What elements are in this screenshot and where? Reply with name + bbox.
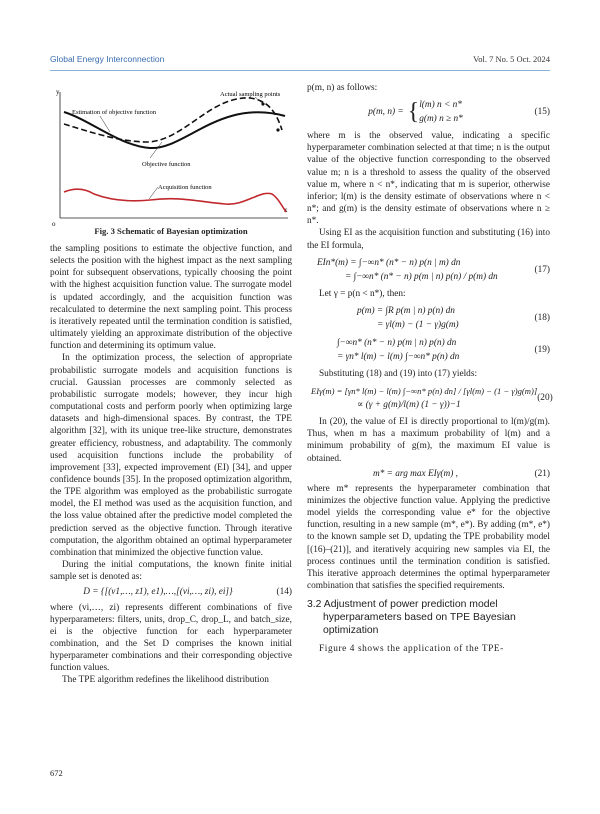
sampling-point (276, 128, 279, 131)
acquisition-pointer (149, 187, 158, 199)
paragraph: where m is the observed value, indicating a specific hyperparameter combination selected at that time; n is the output value of the objective function corresponding to the observed value m; n is a threshold to assess the quality of the observed value m, where n < n*, indicating that m is superior, otherwise inferior; l(m) is the density estimate of observations where n < n*; and g(m) is the density estimate of observations where n ≥ n*. (307, 131, 550, 227)
equation-line: ∫−∞n* (n* − n) p(m | n) p(n) dn (337, 337, 457, 348)
paragraph: Figure 4 shows the application of the TPE- (319, 644, 504, 655)
equation-20 (307, 384, 553, 412)
paragraph: the sampling positions to estimate the objective function, and selects the position with the highest impact as the next sampling point for subsequent observations, typically choosing the point with the highest acquisition function value. The surrogate model is updated accordingly, and the acquisition function was recalculated to determine the next sampling point. This process is iteratively repeated until the termination condition is satisfied, ultimately yielding an approximate distribution of the objective function and determining its optimum value. (50, 244, 292, 352)
equation-line: = γl(m) − (1 − γ)g(m) (377, 319, 459, 330)
equation-number: (18) (534, 312, 550, 323)
paragraph: Substituting (18) and (19) into (17) yields: (319, 368, 478, 379)
equation-number: (14) (276, 587, 292, 598)
acquisition-function-curve (64, 189, 286, 212)
equation-number: (21) (534, 468, 550, 479)
estimation-curve (64, 98, 282, 142)
paragraph: In (20), the value of EI is directly proportional to l(m)/g(m). Thus, when m has a maximum probability of l(m) and a minimum probability of g(m), the maximum EI value is obtained. (307, 417, 550, 464)
estimation-label: Estimation of objective function (72, 109, 156, 116)
left-column (50, 243, 292, 687)
equation-line: = γn* l(m) − l(m) ∫−∞n* p(n) dn (337, 351, 460, 362)
equation-17 (307, 256, 550, 284)
section-heading: 3.2 Adjustment of power prediction model hyperparameters based on TPE Bayesian optimization (307, 599, 516, 637)
issue-info: Vol. 7 No. 5 Oct. 2024 (473, 54, 550, 64)
origin-label: o (52, 220, 56, 228)
page-number: 672 (50, 768, 63, 778)
header-rule (50, 70, 550, 71)
figure-caption: Fig. 3 Schematic of Bayesian optimization (94, 226, 248, 236)
equation-18 (307, 304, 550, 332)
paragraph: where (vi,…, zi) represents different combinations of five hyperparameters: filters, units, drop_C, drop_L, and batch_size, ei is the objective function for each hyperparameter combination, and the Set D comprises the known initial hyperparameter combinations and their corresponding objective function values. (50, 602, 292, 674)
bayesian-optimization-figure (50, 88, 292, 240)
paragraph: The TPE algorithm redefines the likelihood distribution (62, 675, 269, 686)
right-column (307, 82, 553, 655)
paragraph: p(m, n) as follows: (307, 83, 378, 93)
equation-15 (307, 98, 550, 126)
case-line: l(m) n < n* (419, 100, 462, 111)
equation-line: = ∫−∞n* (n* − n) p(m | n) p(n) / p(m) dn (345, 271, 498, 282)
equation-line: EIn*(m) = ∫−∞n* (n* − n) p(n | m) dn (317, 257, 461, 268)
brace: { (407, 99, 420, 126)
paragraph: In the optimization process, the selection of appropriate probabilistic surrogate models and acquisition functions is crucial. Gaussian processes are commonly selected as probabilistic surrogate models; however, they incur high computational costs and perform poorly when optimizing large datasets and high-dimensional spaces. By contrast, the TPE algorithm [32], with its unique tree-like structure, demonstrates greater efficiency, robustness, and adaptability. The commonly used acquisition functions include the probability of improvement [33], expected improvement (EI) [34], and upper confidence bounds [35]. In the proposed optimization algorithm, the TPE algorithm was employed as the probabilistic surrogate model, the EI method was used as the acquisition function, and the loss value obtained after the predictive model completed the prediction served as the objective function. Through iterative computation, the algorithm obtained an optimal hyperparameter combination that minimized the objective function value. (50, 353, 292, 558)
equation-14 (50, 586, 292, 598)
equation-line: p(m) = ∫R p(m | n) p(n) dn (357, 305, 455, 316)
equation-line: ∝ (γ + g(m)/l(m) (1 − γ))−1 (357, 400, 461, 411)
objective-label: Objective function (142, 161, 191, 168)
paragraph: During the initial computations, the known finite initial sample set is denoted as: (50, 560, 292, 583)
equation-number: (20) (537, 392, 553, 403)
equation-21 (307, 468, 550, 480)
equation-lhs: p(m, n) = (368, 107, 404, 118)
y-axis-label: y (56, 88, 60, 96)
equation-number: (15) (534, 107, 550, 118)
equation-19 (307, 336, 550, 364)
journal-title: Global Energy Interconnection (50, 54, 165, 64)
equation-line: EIγ(m) = [γn* l(m) − l(m) ∫−∞n* p(n) dn] / [γl(m) − (1 − γ)g(m)] (311, 386, 538, 397)
equation-number: (19) (534, 344, 550, 355)
objective-pointer (150, 142, 162, 158)
equation-number: (17) (534, 264, 550, 275)
acquisition-label: Acquisition function (158, 184, 212, 191)
equation-body: m* = arg max EIγ(m) , (373, 468, 458, 479)
equation-body: D = {[(v1,…, z1), e1),…,[(vi,…, zi), ei]} (83, 587, 233, 598)
actual-points-label: Actual sampling points (220, 91, 281, 98)
paragraph: where m* represents the hyperparameter combination that minimizes the objective function value. Applying the predictive model yields the corresponding value e* for the objective function, resulting in a new sample (m*, e*). By adding (m*, e*) to the known sample set D, updating the TPE probability model [(16)–(21)], and iteratively acquiring new samples via EI, the process continues until the termination condition is satisfied. This iterative approach determines the optimal hyperparameter combination that satisfies the specified requirements. (307, 483, 550, 592)
case-line: g(m) n ≥ n* (419, 114, 463, 125)
paragraph: Using EI as the acquisition function and substituting (16) into the EI formula, (307, 228, 550, 251)
x-axis-label: x (284, 206, 288, 214)
objective-function-curve (64, 112, 285, 148)
paragraph: Let γ = p(n < n*), then: (319, 288, 406, 299)
